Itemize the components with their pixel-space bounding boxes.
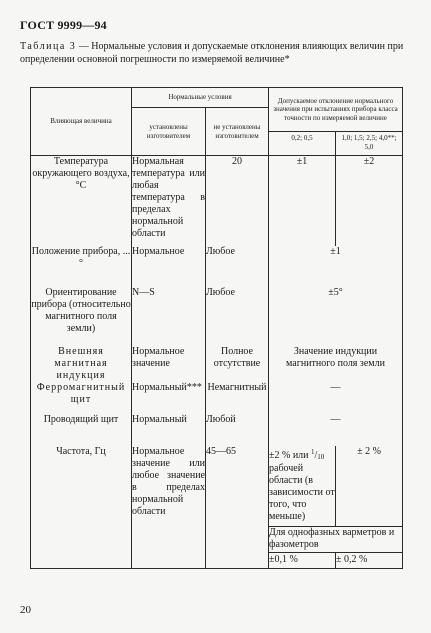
cell-normal-not-set: Полное отсутствие (206, 346, 269, 382)
fraction-denominator: 10 (317, 452, 325, 461)
cell-deviation-class-a: ±1 (269, 156, 336, 246)
conditions-table (30, 87, 403, 569)
cell-deviation-class-b: ±2 (336, 156, 403, 246)
header-class-b: 1,0; 1,5; 2,5; 4,0**; 5,0 (336, 132, 403, 156)
cell-quantity: Ориентирование прибора (относительно магнитного поля земли) (31, 287, 132, 346)
deviation-text: рабочей области (в зависимости от того, что меньше) (269, 462, 335, 522)
cell-normal-set: Нормальная температура или любая температура в пределах нормальной области (132, 156, 206, 246)
cell-quantity: Температура окружающего воздуха, °С (31, 156, 132, 246)
varmeter-class-b: ± 0,2 % (336, 553, 403, 569)
cell-deviation: — (269, 382, 403, 414)
deviation-text: ±2 % или (269, 449, 312, 461)
cell-deviation-class-a: ±2 % или $^1$/10 рабочей области (в зависимости от того, что меньше) (269, 446, 336, 527)
cell-deviation: Значение индукции магнитного поля земли (269, 346, 403, 382)
table-row (31, 382, 403, 414)
cell-normal-not-set: Немагнитный (206, 382, 269, 414)
cell-quantity: Проводящий щит (31, 414, 132, 446)
cell-deviation: ±5° (269, 287, 403, 346)
cell-normal-set: N—S (132, 287, 206, 346)
cell-normal-set: Нормальный (132, 414, 206, 446)
varmeter-class-a: ±0,1 % (269, 553, 336, 569)
page-number: 20 (20, 604, 31, 616)
document-header: ГОСТ 9999—94 (20, 18, 107, 32)
cell-deviation: — (269, 414, 403, 446)
cell-normal-not-set: 20 (206, 156, 269, 246)
header-quantity: Влияющая величина (31, 88, 132, 156)
table-row (31, 246, 403, 287)
varmeter-note: Для однофазных варметров и фазометров (269, 527, 403, 553)
caption-label: Таблица 3 (20, 41, 77, 52)
cell-normal-set: Нормальное значение (132, 346, 206, 382)
header-normal: Нормальные условия (132, 88, 269, 108)
cell-normal-not-set: Любой (206, 414, 269, 446)
cell-quantity: Частота, Гц (31, 446, 132, 569)
cell-normal-set: Нормальное (132, 246, 206, 287)
table-row (31, 446, 403, 527)
cell-normal-not-set: 45—65 (206, 446, 269, 569)
cell-quantity: Ферромагнитный щит (31, 382, 132, 414)
header-class-a: 0,2; 0,5 (269, 132, 336, 156)
table-row (31, 346, 403, 382)
cell-quantity: Положение прибора, ...° (31, 246, 132, 287)
cell-quantity: Внешняя магнитная индукция (31, 346, 132, 382)
fraction-numerator: 1 (311, 447, 315, 456)
header-not-set-by-maker: не установлены изготовителем (206, 108, 269, 156)
cell-normal-set: Нормальное значение или любое значение в пределах нормальной области (132, 446, 206, 569)
table-caption (20, 40, 412, 66)
cell-normal-set: Нормальный*** (132, 382, 206, 414)
cell-normal-not-set: Любое (206, 246, 269, 287)
header-row (31, 88, 403, 108)
table-row (31, 156, 403, 246)
cell-deviation: ±1 (269, 246, 403, 287)
header-deviation: Допускаемое отклонение нормального значения при испытаниях прибора класса точности по измеряемой величине (269, 88, 403, 132)
cell-deviation-class-b: ± 2 % (336, 446, 403, 527)
table-row (31, 414, 403, 446)
header-set-by-maker: установлены изготовителем (132, 108, 206, 156)
table-row (31, 287, 403, 346)
cell-normal-not-set: Любое (206, 287, 269, 346)
caption-text: — Нормальные условия и допускаемые отклонения влияющих величин при определении основной погрешности по измеряемой величине* (20, 41, 404, 65)
